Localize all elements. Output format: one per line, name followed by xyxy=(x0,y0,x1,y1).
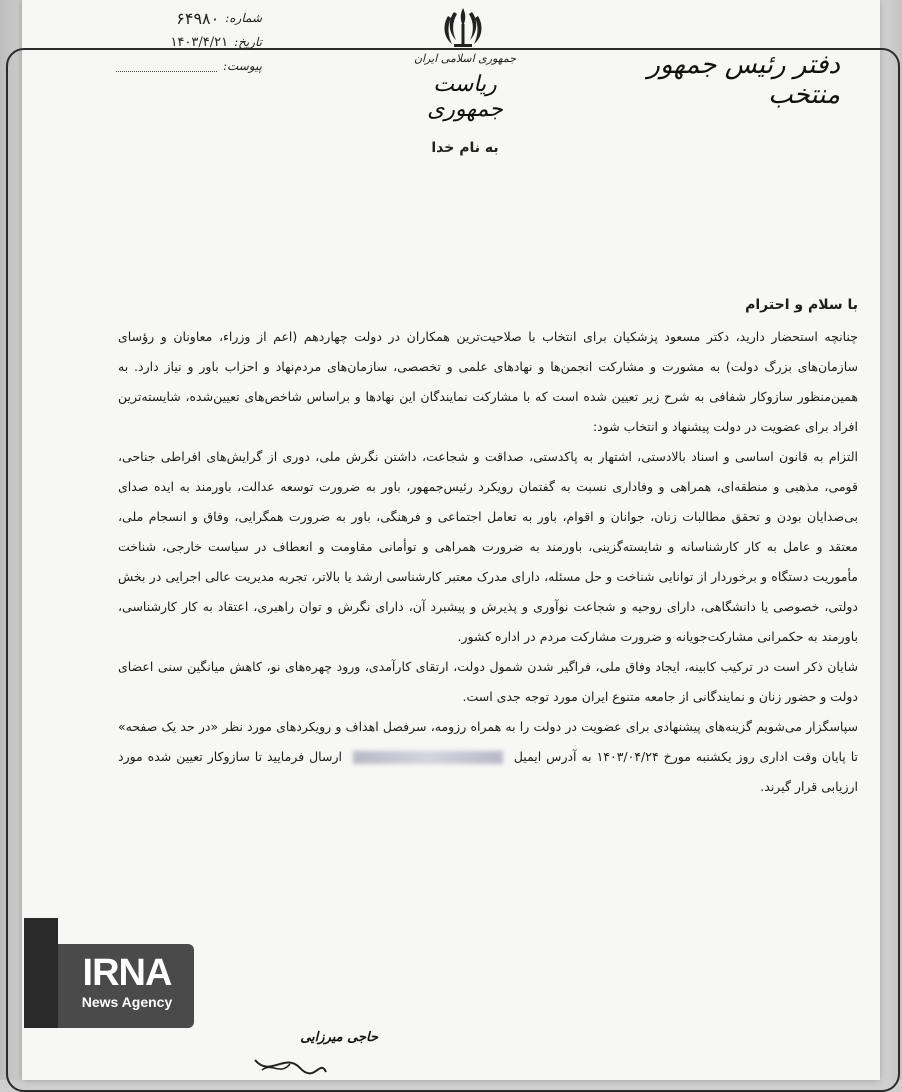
signer-name: حاجی میرزایی xyxy=(300,1030,378,1045)
signature-scribble-icon xyxy=(250,1050,330,1080)
office-title: دفتر رئیس جمهور منتخب xyxy=(647,50,840,110)
date-row xyxy=(112,30,262,54)
date-label: تاریخ: xyxy=(234,35,262,49)
blurred-email xyxy=(353,751,503,764)
iran-emblem-icon xyxy=(440,4,486,50)
greeting: با سلام و احترام xyxy=(745,297,858,313)
number-value: ۶۴۹۸۰ xyxy=(176,8,220,28)
date-value: ۱۴۰۳/۴/۲۱ xyxy=(170,34,229,50)
closing-text-2: ارسال فرمایید تا سازوکار تعیین شده مورد ارزیابی قرار گیرند. xyxy=(118,749,858,794)
attachment-label: پیوست: xyxy=(222,59,262,73)
presidency-title: ریاست جمهوری xyxy=(427,72,503,122)
paragraph-cabinet: شایان ذکر است در ترکیب کابینه، ایجاد وفاق ملی، فراگیر شدن شمول دولت، ارتقای کارآمدی، ورود چهره‌های نو، کاهش میانگین سنی اعضای دولت و حضور زنان و نمایندگانی از جامعه متنوع ایران مورد توجه جدی است. xyxy=(118,659,858,704)
logo-mark-icon xyxy=(24,918,58,1028)
attachment-dots xyxy=(116,61,217,72)
number-label: شماره: xyxy=(225,11,262,25)
letter-meta xyxy=(112,6,262,78)
number-row xyxy=(112,6,262,30)
closing-text-1: سپاسگزار می‌شویم گزینه‌های پیشنهادی برای عضویت در دولت را به همراه رزومه، سرفصل اهداف و رویکردهای مورد نظر «در حد یک صفحه» تا پایان وقت اداری روز یکشنبه مورخ ۱۴۰۳/۰۴/۲۴ به آدرس ایمیل xyxy=(118,719,858,764)
paragraph-intro: چنانچه استحضار دارید، دکتر مسعود پزشکیان برای انتخاب با صلاحیت‌ترین همکاران در دولت چهاردهم (اعم از وزراء، معاونان و رؤسای سازمان‌های بزرگ دولت) به مشورت و مشارکت انجمن‌ها و نهادهای علمی و تخصصی، سازمان‌های مردم‌نهاد و احزاب باور و نیاز دارد. به همین‌منظور سازوکار شفافی به شرح زیر تعیین شده است که با مشارکت نمایندگان این نهادها و براساس شاخص‌های تعیین‌شده، شایسته‌ترین افراد برای عضویت در دولت پیشنهاد و انتخاب شود: xyxy=(118,329,858,434)
paragraph-criteria: التزام به قانون اساسی و اسناد بالادستی، اشتهار به پاکدستی، صداقت و شجاعت، داشتن نگرش ملی، دوری از گرایش‌های افراطی جناحی، قومی، مذهبی و منطقه‌ای، همراهی و وفاداری نسبت به گفتمان رویکرد رئیس‌جمهور، باور به ضرورت توسعه عدالت، باورمند به ایده صدای بی‌صدایان بودن و تحقق مطالبات زنان، جوانان و اقوام، باور به تعامل اجتماعی و فرهنگی، باور به ضرورت همگرایی، وفاق و انسجام ملی، معتقد و عامل به کار کارشناسانه و شایسته‌گزینی، باورمند به ضرورت همراهی و توأمانی مقاومت و انعطاف در سیاست خارجی، شناخت مأموریت دستگاه و برخوردار از توانایی شناخت و حل مسئله، دارای مدرک معتبر کارشناسی ارشد یا بالاتر، تجربه مدیریت عالی اجرایی در بخش دولتی، خصوصی یا دانشگاهی، دارای روحیه و شجاعت نوآوری و پذیرش و پیشبرد آن، دارای نگرش و توان راهبری، اعتقاد به کار کارشناسی، باورمند به حکمرانی مشارکت‌جویانه و ضرورت مشارکت مردم در اداره کشور. xyxy=(118,449,858,644)
attachment-row xyxy=(112,54,262,78)
letter-body xyxy=(118,290,858,802)
irna-logo xyxy=(24,918,196,1028)
bismillah: به نام خدا xyxy=(431,140,499,156)
republic-title: جمهوری اسلامی ایران xyxy=(413,52,517,65)
logo-tagline: News Agency xyxy=(81,994,173,1010)
logo-name: IRNA xyxy=(82,952,172,994)
paragraph-closing xyxy=(118,712,858,802)
